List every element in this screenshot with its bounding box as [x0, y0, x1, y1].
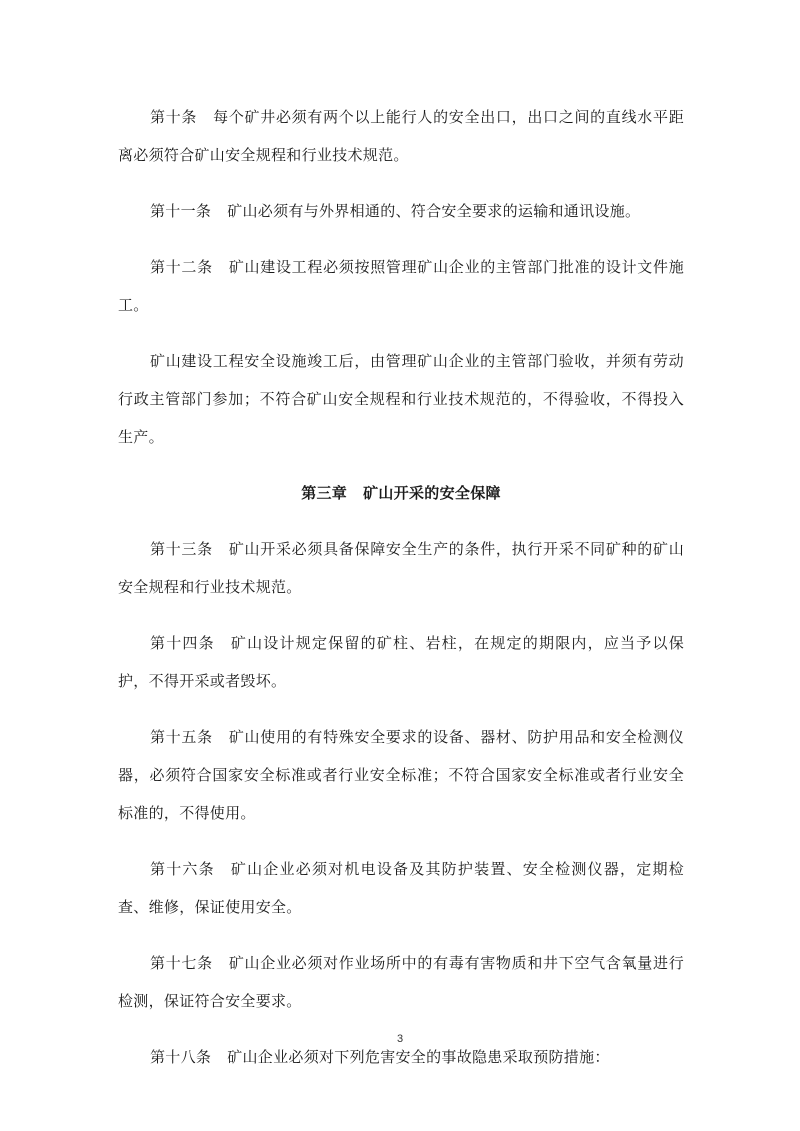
article-number: 第十三条	[150, 540, 213, 558]
article-text: 矿山设计规定保留的矿柱、岩柱，在规定的期限内，应当予以保护，不得开采或者毁坏。	[118, 634, 685, 690]
article-number: 第十二条	[150, 258, 213, 276]
article-12	[118, 248, 684, 324]
article-text: 矿山使用的有特殊安全要求的设备、器材、防护用品和安全检测仪器，必须符合国家安全标准或者行业安全标准；不符合国家安全标准或者行业安全标准的，不得使用。	[118, 728, 685, 822]
article-text: 矿山建设工程必须按照管理矿山企业的主管部门批准的设计文件施工。	[118, 258, 685, 314]
article-12-continued	[118, 342, 684, 456]
article-10	[118, 98, 684, 174]
article-text: 矿山建设工程安全设施竣工后，由管理矿山企业的主管部门验收，并须有劳动行政主管部门参加；不符合矿山安全规程和行业技术规范的，不得验收，不得投入生产。	[118, 352, 684, 446]
article-text: 矿山企业必须对机电设备及其防护装置、安全检测仪器，定期检查、维修，保证使用安全。	[118, 860, 685, 916]
article-13	[118, 530, 684, 606]
article-number: 第十六条	[150, 860, 215, 878]
article-text: 每个矿井必须有两个以上能行人的安全出口，出口之间的直线水平距离必须符合矿山安全规程和行业技术规范。	[118, 108, 684, 164]
chapter-title: 矿山开采的安全保障	[363, 484, 501, 502]
article-number: 第十四条	[150, 634, 215, 652]
page-content	[118, 98, 684, 1094]
article-17	[118, 944, 684, 1020]
article-11	[118, 192, 684, 230]
article-14	[118, 624, 684, 700]
page-number: 3	[396, 1033, 404, 1045]
chapter-number: 第三章	[301, 484, 348, 502]
article-number: 第十七条	[150, 954, 213, 972]
article-15	[118, 718, 684, 832]
article-number: 第十一条	[150, 202, 212, 220]
article-text: 矿山企业必须对作业场所中的有毒有害物质和井下空气含氧量进行检测，保证符合安全要求。	[118, 954, 685, 1010]
article-text: 矿山企业必须对下列危害安全的事故隐患采取预防措施：	[227, 1048, 610, 1066]
article-number: 第十八条	[150, 1048, 212, 1066]
article-number: 第十五条	[150, 728, 213, 746]
article-16	[118, 850, 684, 926]
article-text: 矿山开采必须具备保障安全生产的条件，执行开采不同矿种的矿山安全规程和行业技术规范。	[118, 540, 685, 596]
article-text: 矿山必须有与外界相通的、符合安全要求的运输和通讯设施。	[227, 202, 641, 220]
chapter-heading	[118, 474, 684, 512]
article-number: 第十条	[150, 108, 198, 126]
